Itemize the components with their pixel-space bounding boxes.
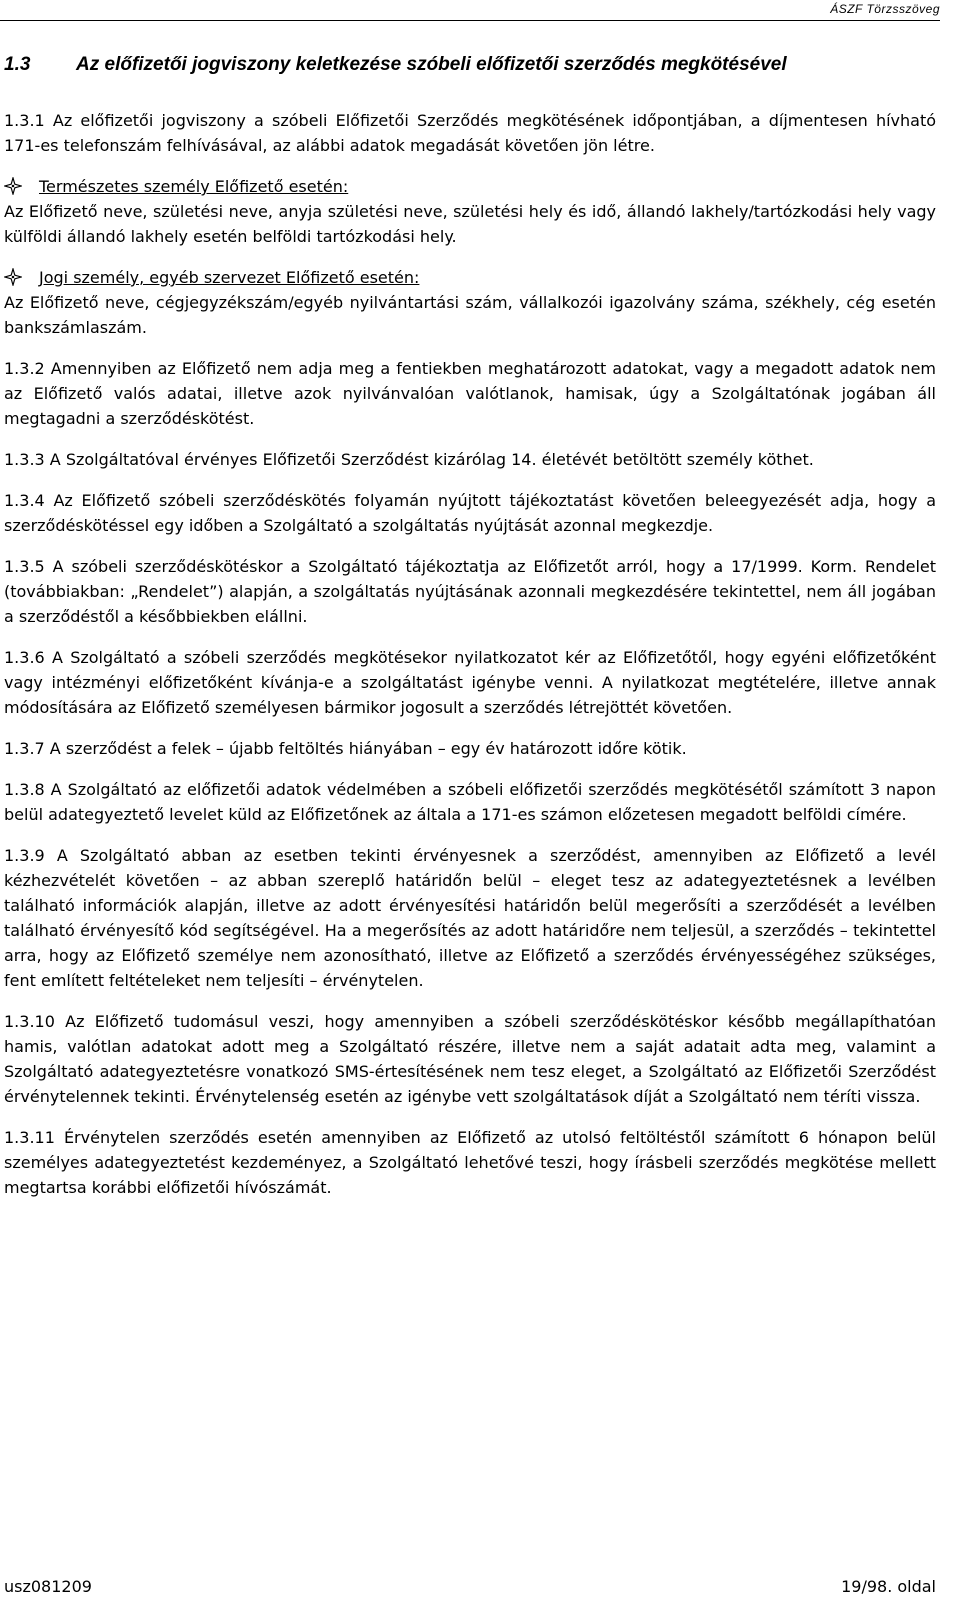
bullet-heading: Természetes személy Előfizető esetén: <box>39 177 349 196</box>
bullet-heading: Jogi személy, egyéb szervezet Előfizető esetén: <box>39 268 420 287</box>
paragraph-1-3-5: 1.3.5 A szóbeli szerződéskötéskor a Szolgáltató tájékoztatja az Előfizetőt arról, hogy a 17/1999. Korm. Rendelet (továbbiakban: „Rendelet”) alapján, a szolgáltatás nyújtásának azonnali megkezdésére tekintettel, nem áll jogában a szerződéstől a későbbiekben elállni. <box>4 557 936 626</box>
paragraph-1-3-3: 1.3.3 A Szolgáltatóval érvényes Előfizetői Szerződést kizárólag 14. életévét betöltött személy köthet. <box>4 450 814 469</box>
paragraph-1-3-1: 1.3.1 Az előfizetői jogviszony a szóbeli Előfizetői Szerződés megkötésének időpontjában, a díjmentesen hívható 171-es telefonszám felhívásával, az alábbi adatok megadását követően jön létre. <box>4 111 936 155</box>
document-id: usz081209 <box>4 1577 92 1596</box>
bullet-legal-person <box>4 265 936 340</box>
document-body <box>4 50 936 1216</box>
bullet-natural-person <box>4 174 936 249</box>
bullet-text: Az Előfizető neve, születési neve, anyja születési neve, születési hely és idő, állandó lakhely/tartózkodási hely vagy külföldi állandó lakhely esetén belföldi tartózkodási hely. <box>4 202 936 246</box>
diamond-bullet-icon <box>4 177 22 195</box>
header-title: ÁSZF Törzsszöveg <box>830 2 940 16</box>
diamond-bullet-icon <box>4 268 22 286</box>
paragraph-1-3-7: 1.3.7 A szerződést a felek – újabb feltöltés hiányában – egy év határozott időre kötik. <box>4 739 687 758</box>
section-heading <box>4 50 936 80</box>
paragraph-1-3-11: 1.3.11 Érvénytelen szerződés esetén amennyiben az Előfizető az utolsó feltöltéstől számított 6 hónapon belül személyes adategyeztetést kezdeményez, a Szolgáltató lehetővé teszi, hogy írásbeli szerződés megkötése mellett megtartsa korábbi előfizetői hívószámát. <box>4 1128 936 1197</box>
paragraph-1-3-10: 1.3.10 Az Előfizető tudomásul veszi, hogy amennyiben a szóbeli szerződéskötéskor később megállapíthatóan hamis, valótlan adatokat adott meg a Szolgáltató részére, illetve nem a saját adatait adta meg, valamint a Szolgáltató adategyeztetésre vonatkozó SMS-értesítésének nem tesz eleget, a Szolgáltató az Előfizetői Szerződést érvénytelennek tekinti. Érvénytelenség esetén az igénybe vett szolgáltatások díját a Szolgáltató nem téríti vissza. <box>4 1012 936 1106</box>
page-header <box>0 0 940 21</box>
page-number: 19/98. oldal <box>841 1577 936 1596</box>
section-title: Az előfizetői jogviszony keletkezése szóbeli előfizetői szerződés megkötésével <box>76 54 787 75</box>
paragraph-1-3-4: 1.3.4 Az Előfizető szóbeli szerződéskötés folyamán nyújtott tájékoztatást követően beleegyezését adja, hogy a szerződéskötéssel egy időben a Szolgáltató a szolgáltatás nyújtását azonnal megkezdje. <box>4 491 936 535</box>
bullet-text: Az Előfizető neve, cégjegyzékszám/egyéb nyilvántartási szám, vállalkozói igazolvány száma, székhely, cég esetén bankszámlaszám. <box>4 293 936 337</box>
paragraph-1-3-2: 1.3.2 Amennyiben az Előfizető nem adja meg a fentiekben meghatározott adatokat, vagy a megadott adatok nem az Előfizető valós adatai, illetve azok nyilvánvalóan valótlanok, hamisak, úgy a Szolgáltatónak jogában áll megtagadni a szerződéskötést. <box>4 359 936 428</box>
paragraph-1-3-8: 1.3.8 A Szolgáltató az előfizetői adatok védelmében a szóbeli előfizetői szerződés megkötésétől számított 3 napon belül adategyeztető levelet küld az Előfizetőnek az általa a 171-es számon előzetesen megadott belföldi címére. <box>4 780 936 824</box>
section-number: 1.3 <box>4 54 31 75</box>
paragraph-1-3-9: 1.3.9 A Szolgáltató abban az esetben tekinti érvényesnek a szerződést, amennyiben az Előfizető a levél kézhezvételét követően – az abban szereplő határidőn belül – eleget tesz az adategyeztetésnek a levélben található információk alapján, illetve az adott érvényesítési határidőn belül megerősíti a szerződését a levélben található érvényesítő kód segítségével. Ha a megerősítés az adott határidőre nem teljesül, a szerződés – tekintettel arra, hogy az Előfizető személye nem azonosítható, illetve az Előfizető a szerződés érvényességéhez szükséges, fent említett feltételeket nem teljesíti – érvénytelen. <box>4 846 936 990</box>
paragraph-1-3-6: 1.3.6 A Szolgáltató a szóbeli szerződés megkötésekor nyilatkozatot kér az Előfizetőtől, hogy egyéni előfizetőként vagy intézményi előfizetőként kívánja-e a szolgáltatást igénybe venni. A nyilatkozat megtételére, illetve annak módosítására az Előfizető személyesen bármikor jogosult a szerződés létrejöttét követően. <box>4 648 936 717</box>
